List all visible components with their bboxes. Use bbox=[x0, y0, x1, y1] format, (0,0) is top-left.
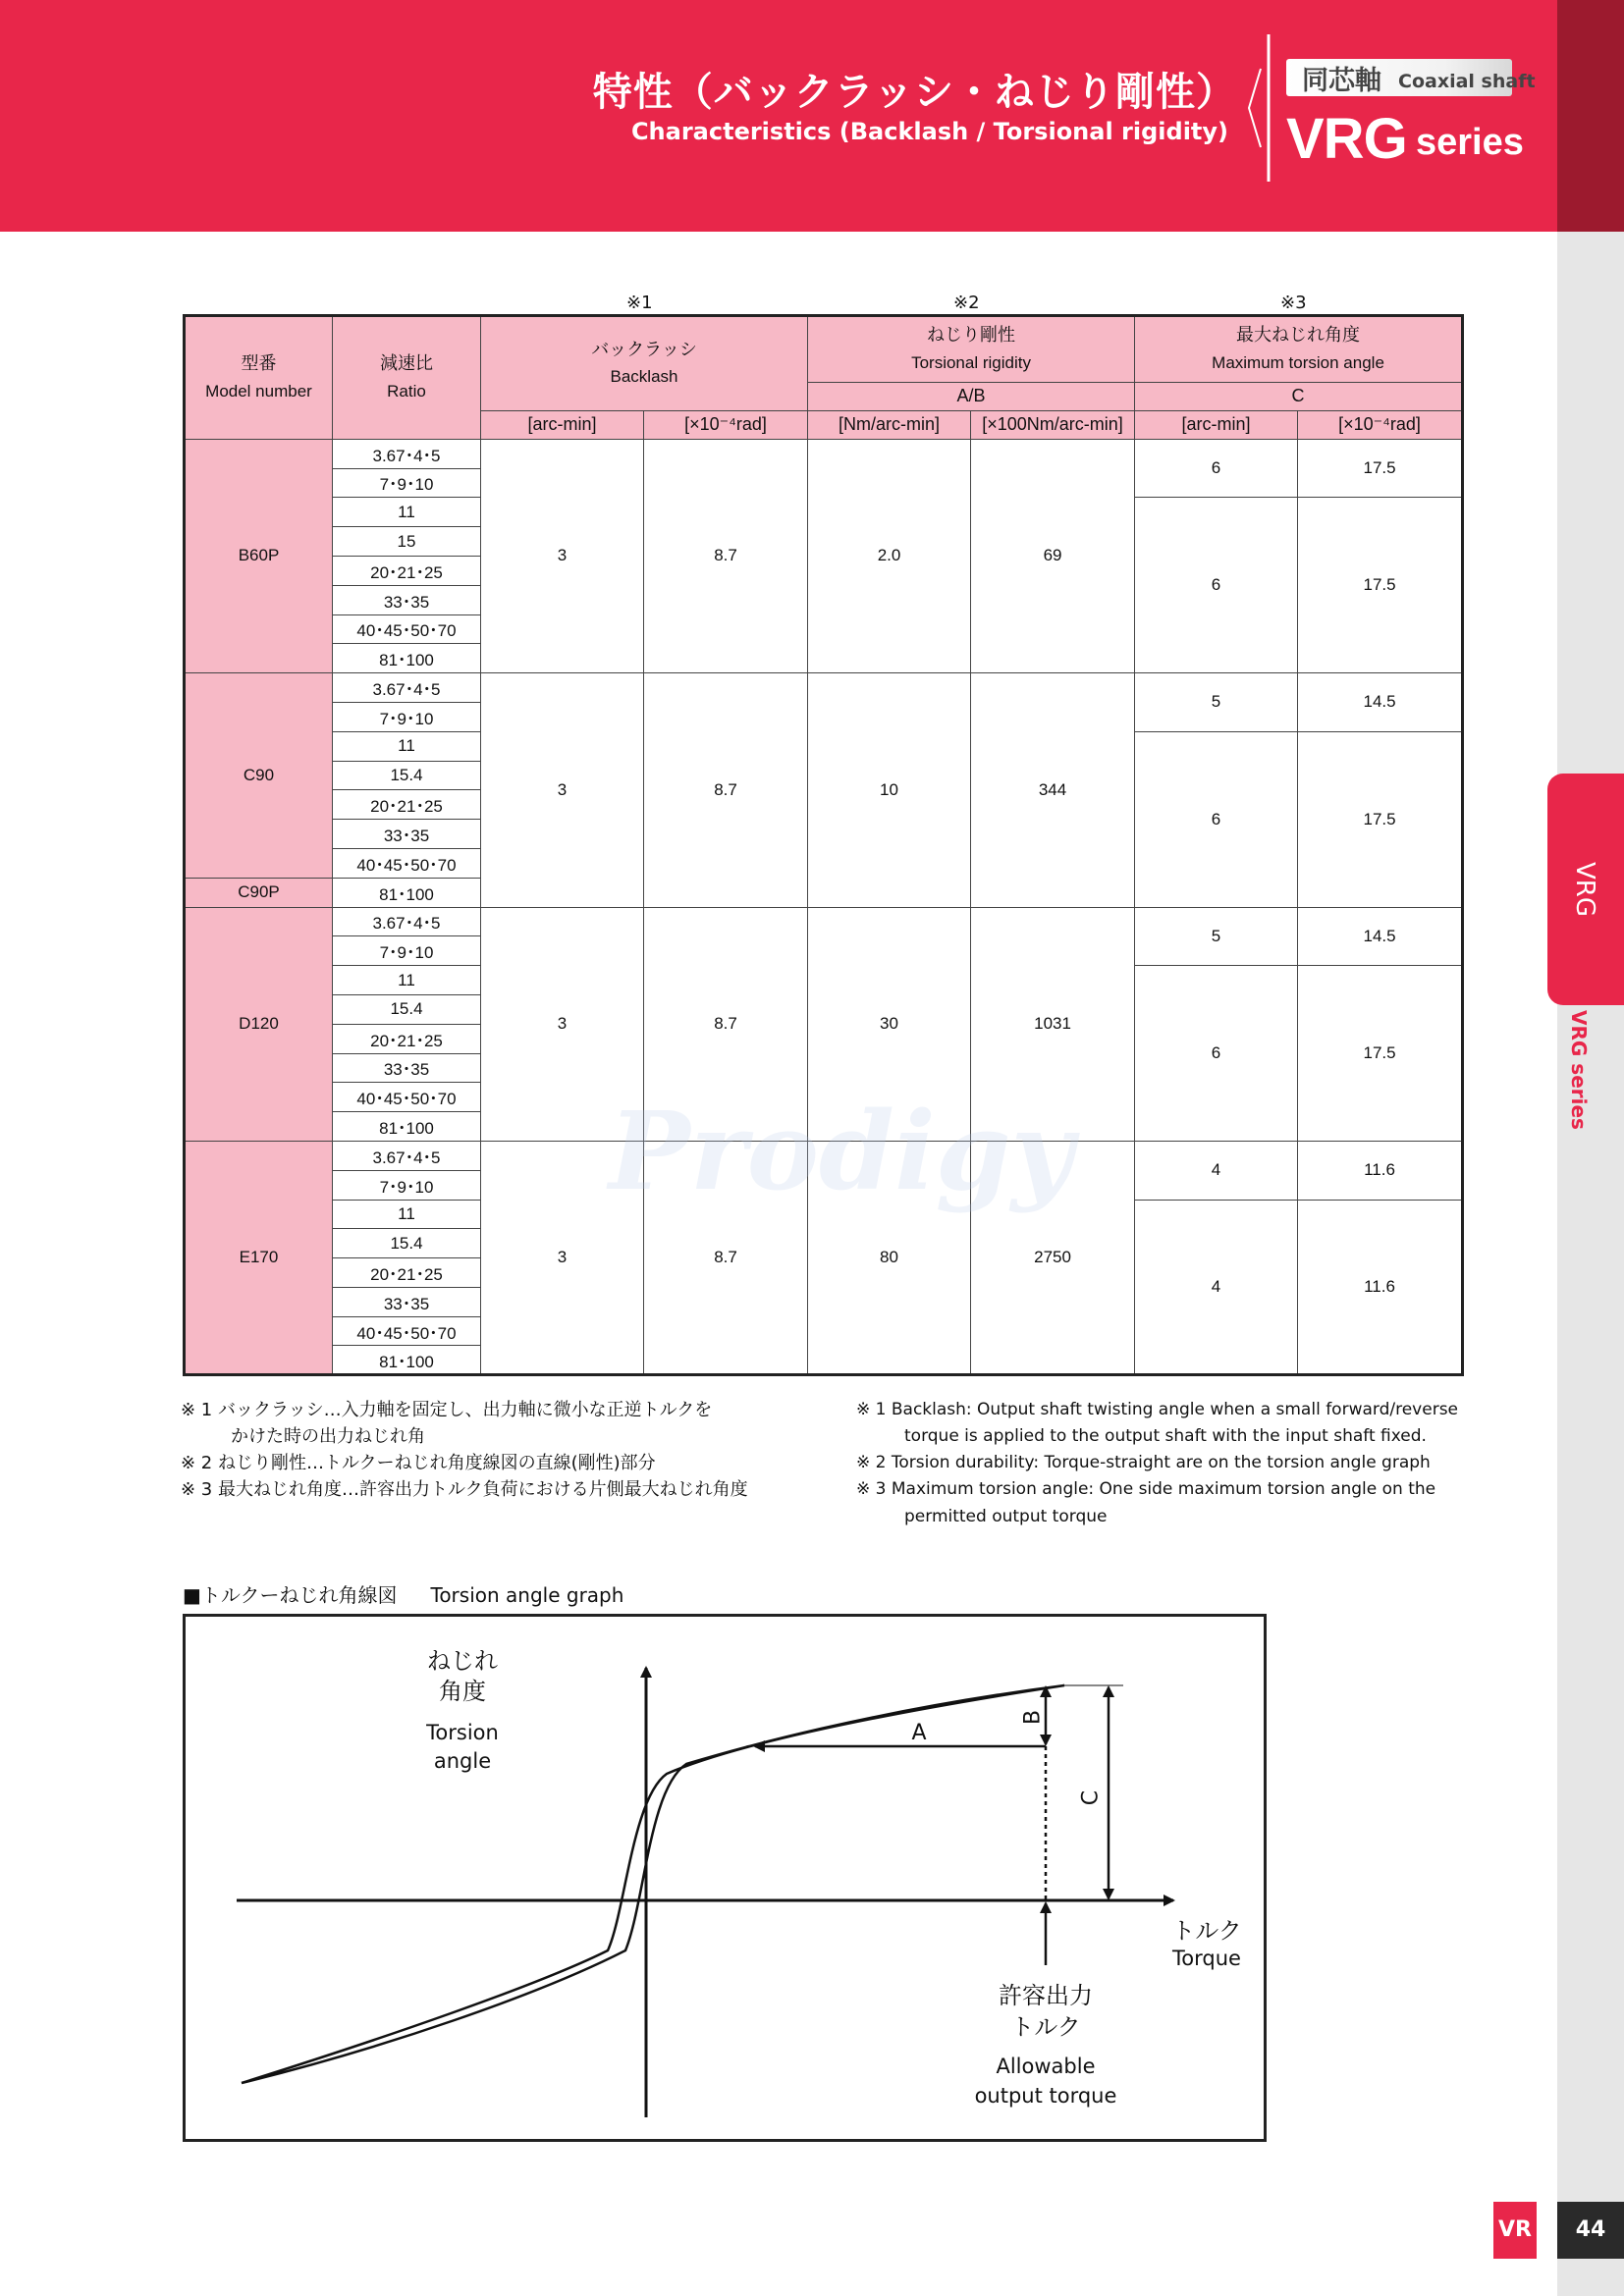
ratio-cell: 15.4 bbox=[333, 761, 481, 790]
spec-table bbox=[183, 314, 1464, 1376]
graph-title: ■トルクーねじれ角線図 Torsion angle graph bbox=[183, 1583, 624, 1607]
footer-section: VR bbox=[1493, 2202, 1537, 2259]
note-en-3-cont: permitted output torque bbox=[904, 1507, 1108, 1526]
col-backlash-header: バックラッシ Backlash bbox=[481, 316, 808, 411]
col-rigidity-header: ねじり剛性 Torsional rigidity bbox=[808, 316, 1135, 383]
page-title-en: Characteristics (Backlash / Torsional rigidity) bbox=[630, 118, 1228, 145]
backlash-arcmin-cell: 3 bbox=[481, 439, 644, 672]
ratio-cell: 20･21･25 bbox=[333, 1258, 481, 1288]
label-a: A bbox=[911, 1721, 927, 1745]
ratio-cell: 20･21･25 bbox=[333, 790, 481, 820]
y-label-en: Torsion angle bbox=[426, 1721, 499, 1774]
ratio-cell: 81･100 bbox=[333, 878, 481, 907]
model-cell: E170 bbox=[185, 1141, 333, 1374]
torsion-rad-cell: 17.5 bbox=[1298, 966, 1463, 1142]
col-torsion-header: 最大ねじれ角度 Maximum torsion angle bbox=[1135, 316, 1463, 383]
rigidity-a-cell: 2.0 bbox=[808, 439, 971, 672]
note-jp-3: ※ 3 最大ねじれ角度…許容出力トルク負荷における片側最大ねじれ角度 bbox=[181, 1479, 748, 1500]
torsion-rad-cell: 17.5 bbox=[1298, 439, 1463, 498]
backlash-rad-cell: 8.7 bbox=[644, 439, 808, 672]
table-row bbox=[185, 439, 1463, 468]
col-ratio-header: 減速比 Ratio bbox=[333, 316, 481, 440]
unit-cell: [arc-min] bbox=[481, 410, 644, 439]
torsion-rad-cell: 14.5 bbox=[1298, 673, 1463, 732]
ratio-cell: 7･9･10 bbox=[333, 936, 481, 966]
backlash-rad-cell: 8.7 bbox=[644, 673, 808, 907]
page-number: 44 bbox=[1557, 2202, 1624, 2259]
backlash-rad-cell: 8.7 bbox=[644, 1141, 808, 1374]
ratio-cell: 15.4 bbox=[333, 1229, 481, 1258]
ratio-cell: 7･9･10 bbox=[333, 1170, 481, 1200]
category-en: Coaxial shaft bbox=[1398, 71, 1536, 92]
note-jp-1: ※ 1 バックラッシ…入力軸を固定し、出力軸に微小な正逆トルクを bbox=[181, 1400, 713, 1420]
torsion-arcmin-cell: 6 bbox=[1135, 439, 1298, 498]
torsion-arcmin-cell: 4 bbox=[1135, 1200, 1298, 1375]
backlash-rad-cell: 8.7 bbox=[644, 907, 808, 1141]
rigidity-b-cell: 2750 bbox=[971, 1141, 1135, 1374]
ratio-cell: 81･100 bbox=[333, 1112, 481, 1142]
ratio-cell: 11 bbox=[333, 1200, 481, 1229]
backlash-arcmin-cell: 3 bbox=[481, 1141, 644, 1374]
rigidity-a-cell: 10 bbox=[808, 673, 971, 907]
ratio-cell: 33･35 bbox=[333, 585, 481, 614]
label-c: C bbox=[1078, 1789, 1104, 1806]
torsion-rad-cell: 11.6 bbox=[1298, 1200, 1463, 1375]
col-rigidity-sub: A/B bbox=[808, 383, 1135, 411]
ratio-cell: 3.67･4･5 bbox=[333, 439, 481, 468]
y-label-jp: ねじれ 角度 bbox=[427, 1647, 498, 1706]
backlash-arcmin-cell: 3 bbox=[481, 907, 644, 1141]
ratio-cell: 3.67･4･5 bbox=[333, 907, 481, 936]
torsion-rad-cell: 14.5 bbox=[1298, 907, 1463, 966]
ratio-cell: 40･45･50･70 bbox=[333, 848, 481, 878]
rigidity-b-cell: 344 bbox=[971, 673, 1135, 907]
unit-cell: [Nm/arc-min] bbox=[808, 410, 971, 439]
note-jp-2: ※ 2 ねじり剛性…トルクーねじれ角度線図の直線(剛性)部分 bbox=[181, 1453, 656, 1473]
torsion-arcmin-cell: 6 bbox=[1135, 966, 1298, 1142]
model-cell: C90P bbox=[185, 878, 333, 907]
ratio-cell: 20･21･25 bbox=[333, 556, 481, 585]
torsion-rad-cell: 11.6 bbox=[1298, 1141, 1463, 1200]
ratio-cell: 20･21･25 bbox=[333, 1024, 481, 1053]
mark-3: ※3 bbox=[1280, 293, 1307, 313]
torsion-graph bbox=[183, 1614, 1267, 2142]
unit-cell: [×10⁻⁴rad] bbox=[1298, 410, 1463, 439]
category-jp: 同芯軸 bbox=[1302, 66, 1381, 96]
ratio-cell: 33･35 bbox=[333, 1287, 481, 1316]
label-b: B bbox=[1020, 1709, 1046, 1726]
model-cell: B60P bbox=[185, 439, 333, 672]
model-cell: D120 bbox=[185, 907, 333, 1141]
unit-cell: [×10⁻⁴rad] bbox=[644, 410, 808, 439]
header-separator bbox=[1239, 29, 1278, 187]
torsion-arcmin-cell: 4 bbox=[1135, 1141, 1298, 1200]
rigidity-b-cell: 1031 bbox=[971, 907, 1135, 1141]
ratio-cell: 81･100 bbox=[333, 644, 481, 673]
ratio-cell: 40･45･50･70 bbox=[333, 1316, 481, 1346]
side-index-tab-label: VRG bbox=[1570, 862, 1599, 917]
x-label-jp: トルク bbox=[1171, 1917, 1242, 1945]
ratio-cell: 7･9･10 bbox=[333, 468, 481, 498]
series-word: series bbox=[1416, 122, 1524, 163]
torsion-rad-cell: 17.5 bbox=[1298, 731, 1463, 907]
ratio-cell: 15.4 bbox=[333, 994, 481, 1024]
header-corner bbox=[1557, 0, 1624, 232]
ratio-cell: 15 bbox=[333, 527, 481, 557]
ratio-cell: 11 bbox=[333, 966, 481, 995]
backlash-arcmin-cell: 3 bbox=[481, 673, 644, 907]
mark-1: ※1 bbox=[626, 293, 653, 313]
ratio-cell: 3.67･4･5 bbox=[333, 673, 481, 703]
note-en-2: ※ 2 Torsion durability: Torque-straight are on the torsion angle graph bbox=[856, 1453, 1431, 1472]
model-cell: C90 bbox=[185, 673, 333, 879]
rigidity-a-cell: 80 bbox=[808, 1141, 971, 1374]
right-margin-strip bbox=[1557, 232, 1624, 2296]
x-label-en: Torque bbox=[1172, 1947, 1241, 1970]
side-series-label: VRG series bbox=[1567, 1010, 1591, 1130]
ratio-cell: 11 bbox=[333, 731, 481, 761]
ratio-cell: 81･100 bbox=[333, 1346, 481, 1375]
torsion-arcmin-cell: 6 bbox=[1135, 731, 1298, 907]
watermark: Prodigy bbox=[609, 1088, 1074, 1214]
rigidity-a-cell: 30 bbox=[808, 907, 971, 1141]
torsion-arcmin-cell: 6 bbox=[1135, 498, 1298, 673]
ratio-cell: 11 bbox=[333, 498, 481, 527]
unit-cell: [arc-min] bbox=[1135, 410, 1298, 439]
allowable-label-jp: 許容出力 トルク bbox=[999, 1982, 1093, 2042]
col-model-header: 型番 Model number bbox=[185, 316, 333, 440]
torsion-arcmin-cell: 5 bbox=[1135, 673, 1298, 732]
col-torsion-sub: C bbox=[1135, 383, 1463, 411]
table-row bbox=[185, 673, 1463, 703]
series-name: VRG bbox=[1286, 107, 1407, 171]
allowable-label-en: Allowable output torque bbox=[974, 2055, 1117, 2109]
ratio-cell: 33･35 bbox=[333, 820, 481, 849]
mark-2: ※2 bbox=[953, 293, 980, 313]
note-en-3: ※ 3 Maximum torsion angle: One side maximum torsion angle on the bbox=[856, 1479, 1436, 1499]
unit-cell: [×100Nm/arc-min] bbox=[971, 410, 1135, 439]
note-en-1-cont: torque is applied to the output shaft with the input shaft fixed. bbox=[904, 1426, 1427, 1446]
page-title-jp: 特性（バックラッシ・ねじり剛性） bbox=[592, 70, 1236, 115]
note-jp-1-cont: かけた時の出力ねじれ角 bbox=[231, 1426, 425, 1447]
ratio-cell: 3.67･4･5 bbox=[333, 1141, 481, 1170]
ratio-cell: 40･45･50･70 bbox=[333, 614, 481, 644]
rigidity-b-cell: 69 bbox=[971, 439, 1135, 672]
torsion-arcmin-cell: 5 bbox=[1135, 907, 1298, 966]
ratio-cell: 33･35 bbox=[333, 1053, 481, 1083]
table-row bbox=[185, 907, 1463, 936]
ratio-cell: 40･45･50･70 bbox=[333, 1083, 481, 1112]
ratio-cell: 7･9･10 bbox=[333, 702, 481, 731]
note-en-1: ※ 1 Backlash: Output shaft twisting angle when a small forward/reverse bbox=[856, 1400, 1459, 1419]
torsion-rad-cell: 17.5 bbox=[1298, 498, 1463, 673]
